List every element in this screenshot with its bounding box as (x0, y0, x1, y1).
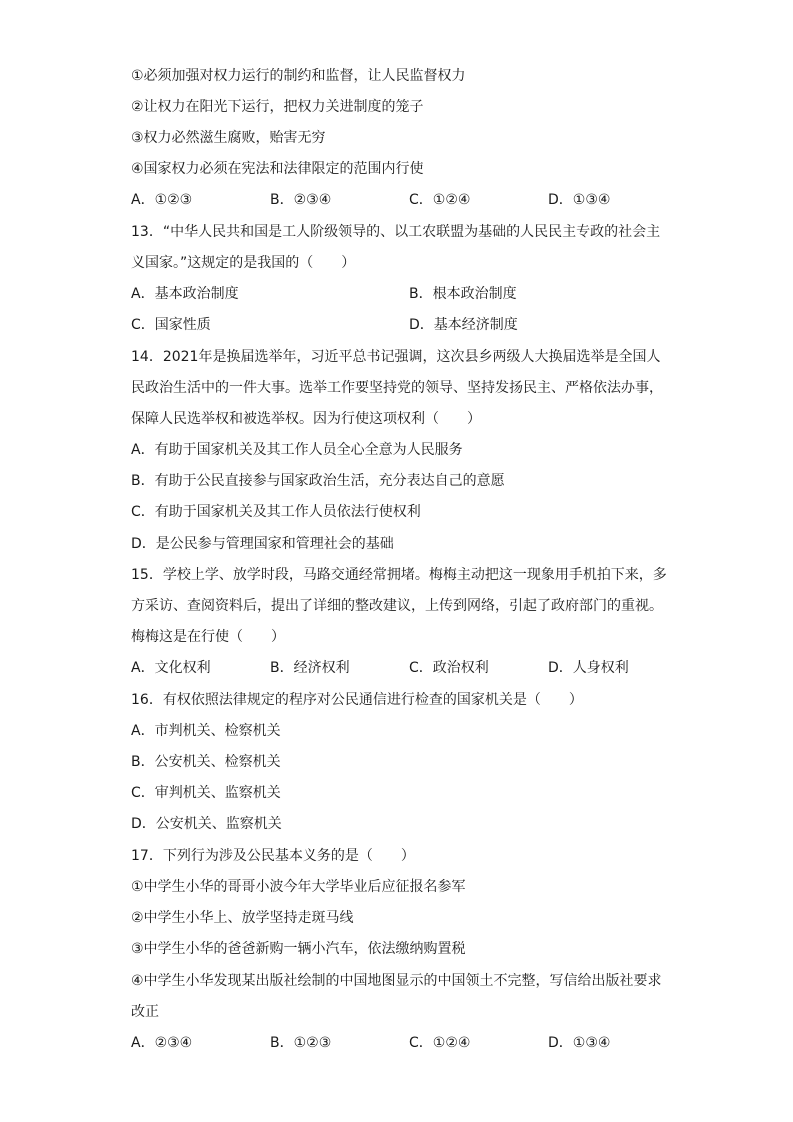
q13-option-c: C．国家性质 (131, 317, 211, 333)
q15-option-c: C．政治权利 (409, 660, 489, 676)
q16-option-a: A．市判机关、检察机关 (131, 723, 281, 739)
q17-option-d: D．①③④ (548, 1035, 611, 1051)
q15-stem-line-1: 15．学校上学、放学时段，马路交通经常拥堵。梅梅主动把这一现象用手机拍下来，多 (131, 567, 667, 583)
q14-option-a: A．有助于国家机关及其工作人员全心全意为人民服务 (131, 442, 463, 458)
q15-stem-line-3: 梅梅这是在行使（ ） (131, 629, 285, 645)
q17-statement-1: ①中学生小华的哥哥小波今年大学毕业后应征报名参军 (131, 879, 466, 895)
q17-statement-3: ③中学生小华的爸爸新购一辆小汽车，依法缴纳购置税 (131, 941, 466, 957)
q17-statement-4-continued: 改正 (131, 1004, 159, 1020)
q13-stem-line-2: 义国家。”这规定的是我国的（ ） (131, 255, 356, 271)
q12-statement-3: ③权力必然滋生腐败，贻害无穷 (131, 130, 326, 146)
q13-option-b: B．根本政治制度 (409, 286, 517, 302)
q17-statement-2: ②中学生小华上、放学坚持走斑马线 (131, 910, 354, 926)
q15-option-d: D．人身权利 (548, 660, 629, 676)
q17-option-c: C．①②④ (409, 1035, 471, 1051)
q14-option-c: C．有助于国家机关及其工作人员依法行使权利 (131, 504, 421, 520)
q15-option-b: B．经济权利 (270, 660, 350, 676)
q12-statement-4: ④国家权力必须在宪法和法律限定的范围内行使 (131, 161, 424, 177)
q14-stem-line-3: 保障人民选举权和被选举权。因为行使这项权利（ ） (131, 411, 481, 427)
q12-option-b: B．②③④ (270, 192, 332, 208)
q14-option-b: B．有助于公民直接参与国家政治生活，充分表达自己的意愿 (131, 473, 505, 489)
q15-stem-line-2: 方采访、查阅资料后，提出了详细的整改建议，上传到网络，引起了政府部门的重视。 (131, 598, 663, 614)
q14-stem-line-1: 14．2021年是换届选举年，习近平总书记强调，这次县乡两级人大换届选举是全国人 (131, 349, 661, 365)
q17-stem-line-1: 17．下列行为涉及公民基本义务的是（ ） (131, 848, 415, 864)
q16-option-c: C．审判机关、监察机关 (131, 785, 281, 801)
q12-statement-2: ②让权力在阳光下运行，把权力关进制度的笼子 (131, 99, 424, 115)
q16-stem-line-1: 16．有权依照法律规定的程序对公民通信进行检查的国家机关是（ ） (131, 692, 583, 708)
q12-statement-1: ①必须加强对权力运行的制约和监督，让人民监督权力 (131, 68, 466, 84)
q13-option-d: D．基本经济制度 (409, 317, 518, 333)
q14-option-d: D．是公民参与管理国家和管理社会的基础 (131, 536, 394, 552)
q13-stem-line-1: 13．“中华人民共和国是工人阶级领导的、以工农联盟为基础的人民民主专政的社会主 (131, 224, 661, 240)
q17-option-b: B．①②③ (270, 1035, 332, 1051)
q12-option-d: D．①③④ (548, 192, 611, 208)
q17-option-a: A．②③④ (131, 1035, 193, 1051)
q16-option-b: B．公安机关、检察机关 (131, 754, 281, 770)
q14-stem-line-2: 民政治生活中的一件大事。选举工作要坚持党的领导、坚持发扬民主、严格依法办事， (131, 380, 663, 396)
q16-option-d: D．公安机关、监察机关 (131, 816, 282, 832)
q12-option-a: A．①②③ (131, 192, 193, 208)
q12-option-c: C．①②④ (409, 192, 471, 208)
q13-option-a: A．基本政治制度 (131, 286, 239, 302)
q15-option-a: A．文化权利 (131, 660, 211, 676)
q17-statement-4: ④中学生小华发现某出版社绘制的中国地图显示的中国领土不完整，写信给出版社要求 (131, 973, 662, 989)
